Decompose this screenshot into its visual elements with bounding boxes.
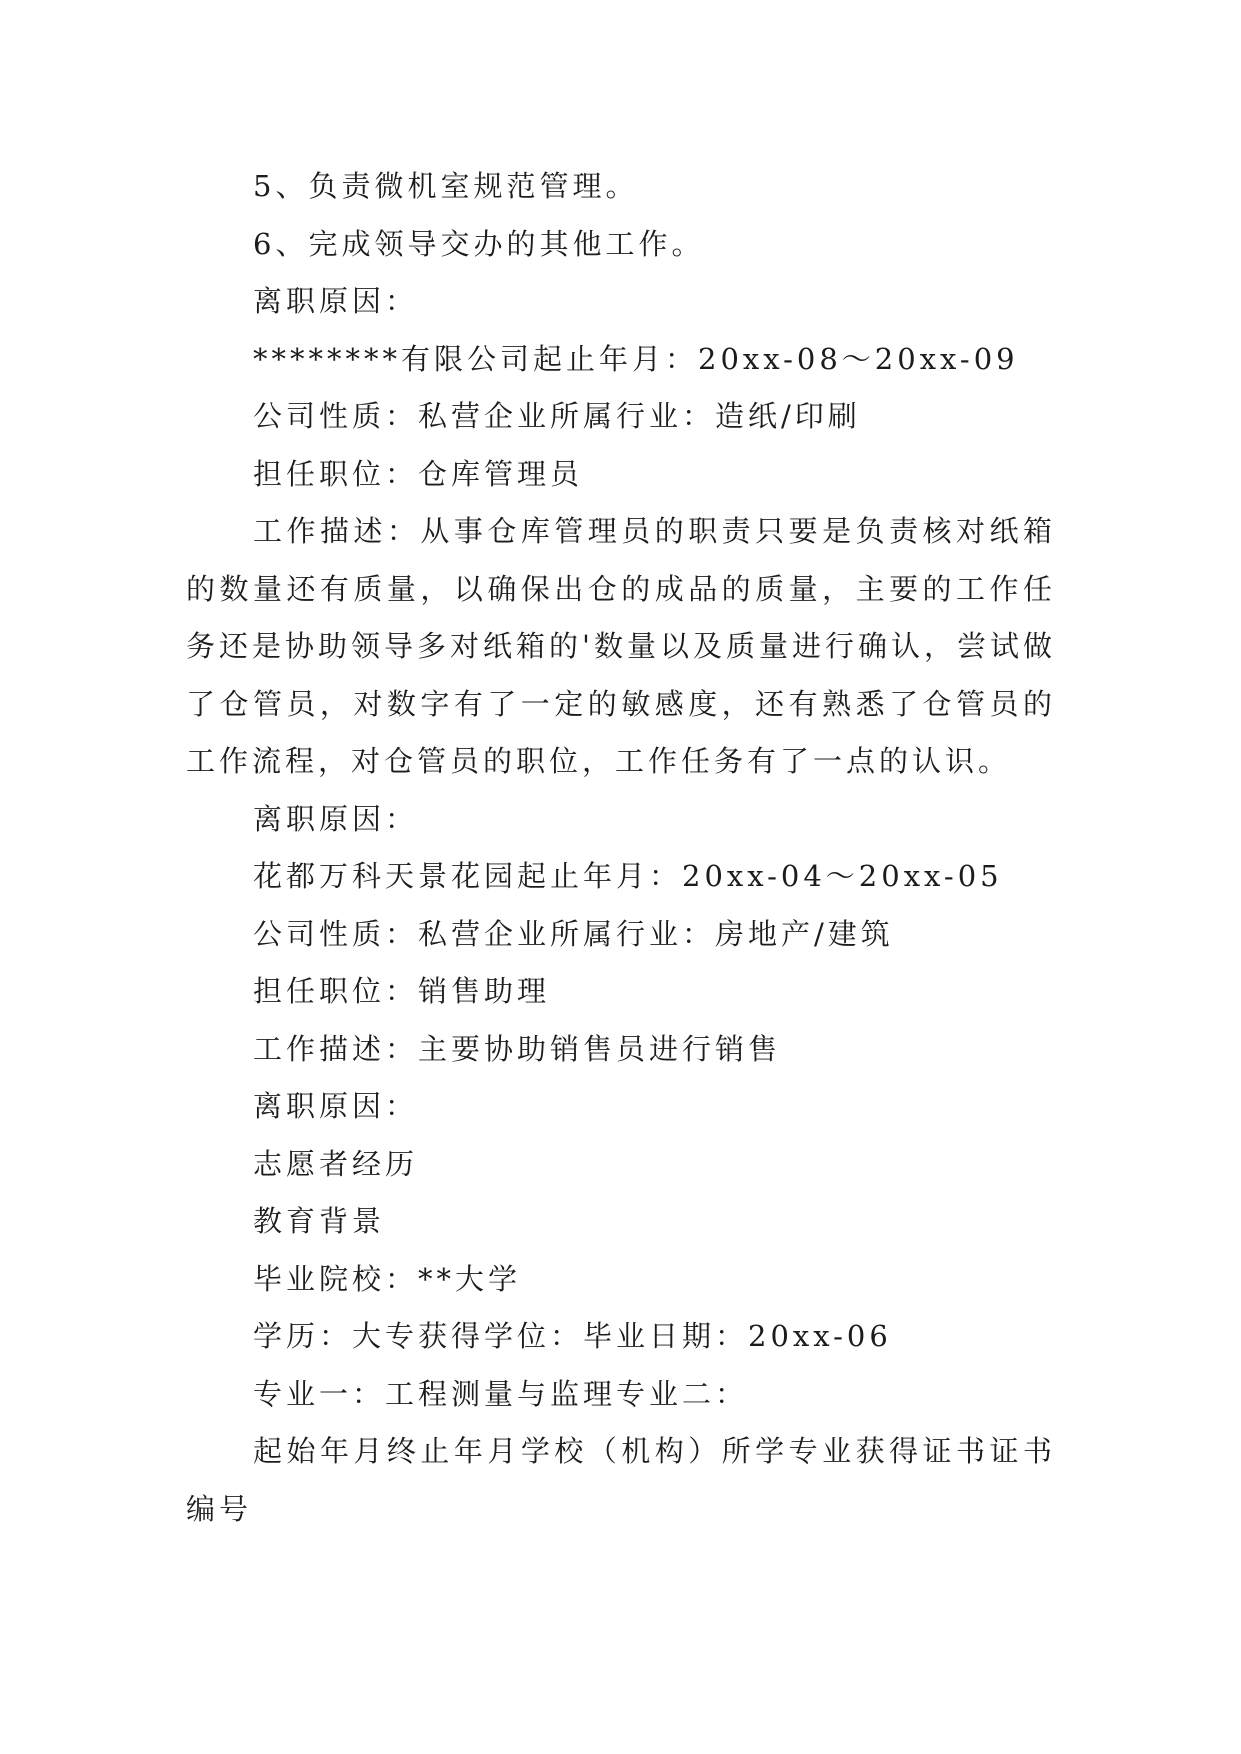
- education-table-header-paragraph: 起始年月终止年月学校（机构）所学专业获得证书证书编号: [186, 1434, 1056, 1526]
- text-line: 担任职位：仓库管理员: [253, 456, 584, 491]
- text-line: 5、负责微机室规范管理。: [253, 169, 639, 203]
- text-line: 离职原因：: [253, 801, 419, 836]
- text-line: 学历：大专获得学位：毕业日期：20xx-06: [253, 1319, 892, 1353]
- text-line: ********有限公司起止年月：20xx-08～20xx-09: [253, 341, 1019, 376]
- text-line: 公司性质：私营企业所属行业：造纸/印刷: [253, 399, 861, 433]
- text-line: 公司性质：私营企业所属行业：房地产/建筑: [253, 916, 894, 951]
- text-line: 担任职位：销售助理: [253, 974, 551, 1008]
- text-line: 工作描述：主要协助销售员进行销售: [253, 1031, 782, 1066]
- job-description-paragraph: 工作描述：从事仓库管理员的职责只要是负责核对纸箱的数量还有质量，以确保出仓的成品的质量，主要的工作任务还是协助领导多对纸箱的'数量以及质量进行确认，尝试做了仓管员，对数字有了一定的敏感度，还有熟悉了仓管员的工作流程，对仓管员的职位，工作任务有了一点的认识。: [186, 514, 1056, 778]
- document-body: [186, 158, 1056, 1538]
- text-line: 离职原因：: [253, 284, 419, 318]
- text-line: 离职原因：: [253, 1089, 419, 1123]
- text-line: 专业一：工程测量与监理专业二：: [253, 1376, 749, 1411]
- text-line: 花都万科天景花园起止年月：20xx-04～20xx-05: [253, 859, 1003, 893]
- section-heading: 志愿者经历: [253, 1146, 419, 1181]
- section-heading: 教育背景: [253, 1204, 386, 1238]
- text-line: 毕业院校：**大学: [253, 1261, 522, 1296]
- text-line: 6、完成领导交办的其他工作。: [253, 226, 705, 261]
